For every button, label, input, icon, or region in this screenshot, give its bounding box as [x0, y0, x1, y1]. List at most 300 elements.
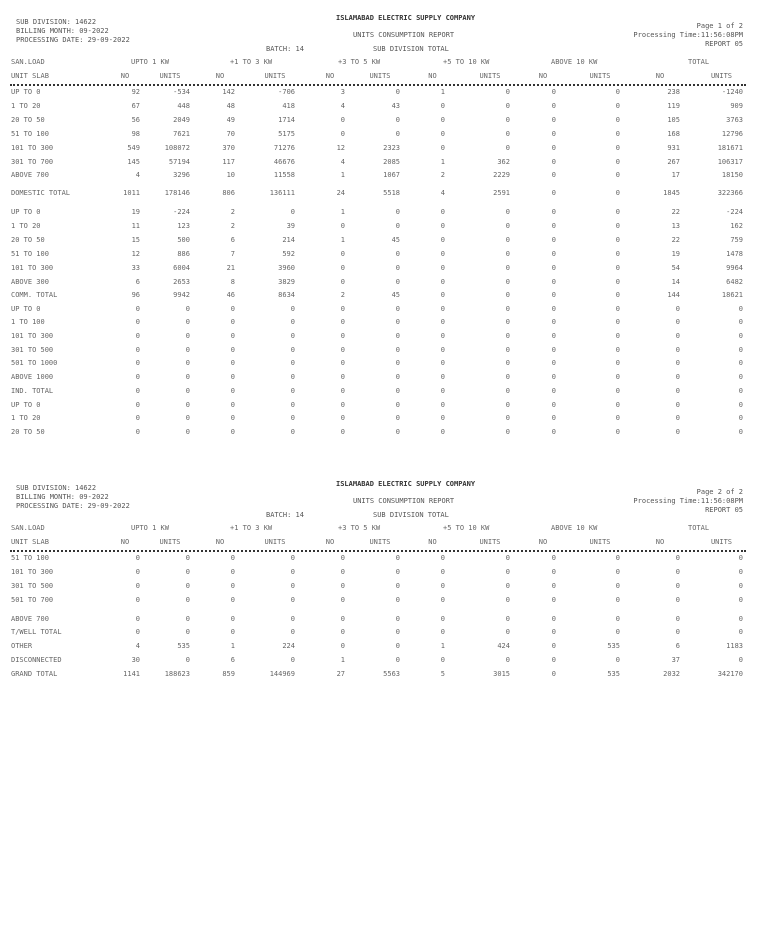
cell-3to5kw-units: 0 — [395, 222, 400, 230]
cell-1to3kw-no: 8 — [230, 278, 235, 286]
cell-total-units: 0 — [738, 401, 743, 409]
table-row — [0, 655, 768, 665]
cell-upto1kw-units: 0 — [185, 656, 190, 664]
cell-1to3kw-units: 214 — [282, 236, 295, 244]
cell-5to10kw-units: 424 — [497, 642, 510, 650]
row-label: 301 TO 500 — [11, 346, 54, 354]
cell-above10kw-units: 0 — [615, 373, 620, 381]
cell-upto1kw-no: 0 — [135, 568, 140, 576]
row-label: 20 TO 50 — [11, 428, 45, 436]
column-header-row — [0, 71, 768, 81]
table-row — [0, 553, 768, 563]
cell-3to5kw-units: 2085 — [383, 158, 400, 166]
processing-time: Processing Time:11:56:08PM — [633, 497, 743, 505]
cell-5to10kw-no: 0 — [440, 359, 445, 367]
row-label: 51 TO 100 — [11, 130, 49, 138]
cell-total-units: 3763 — [726, 116, 743, 124]
table-row — [0, 129, 768, 139]
cell-1to3kw-units: 0 — [290, 615, 295, 623]
cell-upto1kw-units: -224 — [173, 208, 190, 216]
cell-total-units: 0 — [738, 359, 743, 367]
cell-upto1kw-no: 0 — [135, 596, 140, 604]
sub-division-total-label: SUB DIVISION TOTAL — [373, 45, 449, 53]
report-page-2 — [0, 466, 768, 696]
cell-3to5kw-no: 0 — [340, 628, 345, 636]
processing-time: Processing Time:11:56:08PM — [633, 31, 743, 39]
cell-1to3kw-units: 0 — [290, 387, 295, 395]
cell-5to10kw-no: 0 — [440, 305, 445, 313]
cell-upto1kw-no: 0 — [135, 414, 140, 422]
cell-upto1kw-no: 0 — [135, 346, 140, 354]
cell-above10kw-units: 0 — [615, 656, 620, 664]
row-label: ABOVE 700 — [11, 171, 49, 179]
cell-1to3kw-no: 0 — [230, 628, 235, 636]
cell-5to10kw-units: 0 — [505, 318, 510, 326]
report-number: REPORT 05 — [705, 40, 743, 48]
cell-above10kw-no: 0 — [551, 222, 556, 230]
cell-3to5kw-units: 5518 — [383, 189, 400, 197]
row-label: 101 TO 300 — [11, 144, 54, 152]
table-row — [0, 372, 768, 382]
cell-upto1kw-no: 4 — [135, 642, 140, 650]
cell-total-units: 106317 — [717, 158, 743, 166]
cell-total-no: 0 — [675, 305, 680, 313]
row-label: T/WELL TOTAL — [11, 628, 62, 636]
group-header-5-to-10kw: +5 TO 10 KW — [443, 58, 490, 66]
group-header-row — [0, 523, 768, 533]
column-header-1to3kw-units: UNITS — [264, 538, 286, 546]
cell-3to5kw-units: 0 — [395, 428, 400, 436]
cell-5to10kw-no: 4 — [440, 189, 445, 197]
cell-3to5kw-units: 0 — [395, 387, 400, 395]
cell-5to10kw-units: 0 — [505, 332, 510, 340]
cell-above10kw-units: 0 — [615, 236, 620, 244]
cell-above10kw-units: 0 — [615, 250, 620, 258]
cell-total-no: 2032 — [663, 670, 680, 678]
cell-5to10kw-no: 0 — [440, 130, 445, 138]
cell-total-units: 0 — [738, 332, 743, 340]
cell-5to10kw-units: 0 — [505, 222, 510, 230]
cell-1to3kw-no: 46 — [226, 291, 235, 299]
cell-total-no: 0 — [675, 628, 680, 636]
cell-total-units: 18621 — [721, 291, 743, 299]
cell-above10kw-units: 0 — [615, 208, 620, 216]
cell-above10kw-no: 0 — [551, 670, 556, 678]
cell-upto1kw-units: -534 — [173, 88, 190, 96]
cell-upto1kw-units: 535 — [177, 642, 190, 650]
cell-3to5kw-units: 0 — [395, 596, 400, 604]
cell-upto1kw-units: 0 — [185, 387, 190, 395]
cell-above10kw-no: 0 — [551, 144, 556, 152]
cell-3to5kw-units: 0 — [395, 615, 400, 623]
cell-5to10kw-no: 0 — [440, 401, 445, 409]
cell-3to5kw-units: 0 — [395, 116, 400, 124]
cell-3to5kw-units: 0 — [395, 568, 400, 576]
group-header-above-10kw: ABOVE 10 KW — [551, 58, 598, 66]
cell-above10kw-units: 0 — [615, 88, 620, 96]
cell-3to5kw-no: 24 — [336, 189, 345, 197]
cell-3to5kw-units: 0 — [395, 656, 400, 664]
cell-5to10kw-units: 0 — [505, 130, 510, 138]
cell-3to5kw-units: 0 — [395, 264, 400, 272]
cell-3to5kw-no: 0 — [340, 568, 345, 576]
column-header-3to5kw-no: NO — [325, 538, 335, 546]
cell-upto1kw-no: 30 — [131, 656, 140, 664]
cell-3to5kw-units: 0 — [395, 628, 400, 636]
cell-total-units: 1478 — [726, 250, 743, 258]
cell-1to3kw-no: 0 — [230, 401, 235, 409]
cell-upto1kw-units: 123 — [177, 222, 190, 230]
cell-5to10kw-no: 0 — [440, 373, 445, 381]
cell-total-no: 0 — [675, 582, 680, 590]
cell-5to10kw-no: 5 — [440, 670, 445, 678]
cell-1to3kw-no: 0 — [230, 596, 235, 604]
cell-5to10kw-units: 0 — [505, 596, 510, 604]
cell-5to10kw-no: 0 — [440, 116, 445, 124]
cell-1to3kw-units: 3829 — [278, 278, 295, 286]
cell-5to10kw-no: 0 — [440, 628, 445, 636]
cell-upto1kw-no: 0 — [135, 428, 140, 436]
cell-5to10kw-units: 0 — [505, 250, 510, 258]
table-row — [0, 143, 768, 153]
cell-1to3kw-no: 0 — [230, 332, 235, 340]
cell-total-units: 0 — [738, 414, 743, 422]
cell-upto1kw-no: 0 — [135, 582, 140, 590]
cell-above10kw-units: 0 — [615, 401, 620, 409]
cell-1to3kw-no: 0 — [230, 615, 235, 623]
table-row — [0, 567, 768, 577]
cell-1to3kw-units: 8634 — [278, 291, 295, 299]
report-number: REPORT 05 — [705, 506, 743, 514]
batch-number: BATCH: 14 — [266, 511, 304, 519]
cell-above10kw-no: 0 — [551, 250, 556, 258]
cell-3to5kw-no: 0 — [340, 305, 345, 313]
cell-3to5kw-no: 27 — [336, 670, 345, 678]
cell-5to10kw-no: 0 — [440, 250, 445, 258]
cell-5to10kw-no: 0 — [440, 264, 445, 272]
group-header-5-to-10kw: +5 TO 10 KW — [443, 524, 490, 532]
cell-1to3kw-units: 592 — [282, 250, 295, 258]
cell-above10kw-units: 0 — [615, 596, 620, 604]
cell-3to5kw-no: 0 — [340, 554, 345, 562]
cell-3to5kw-no: 0 — [340, 332, 345, 340]
cell-above10kw-units: 0 — [615, 130, 620, 138]
cell-total-units: 0 — [738, 387, 743, 395]
cell-upto1kw-no: 0 — [135, 359, 140, 367]
cell-1to3kw-no: 117 — [222, 158, 235, 166]
cell-5to10kw-no: 0 — [440, 318, 445, 326]
cell-upto1kw-no: 67 — [131, 102, 140, 110]
table-row — [0, 115, 768, 125]
cell-above10kw-units: 0 — [615, 414, 620, 422]
cell-upto1kw-no: 6 — [135, 278, 140, 286]
cell-3to5kw-units: 1067 — [383, 171, 400, 179]
cell-5to10kw-units: 0 — [505, 144, 510, 152]
table-row — [0, 263, 768, 273]
table-row — [0, 304, 768, 314]
column-header-1to3kw-no: NO — [215, 72, 225, 80]
cell-above10kw-no: 0 — [551, 554, 556, 562]
cell-total-no: 14 — [671, 278, 680, 286]
cell-above10kw-no: 0 — [551, 373, 556, 381]
cell-above10kw-no: 0 — [551, 582, 556, 590]
cell-5to10kw-units: 0 — [505, 346, 510, 354]
cell-total-no: 0 — [675, 615, 680, 623]
cell-5to10kw-no: 0 — [440, 236, 445, 244]
table-row — [0, 669, 768, 679]
cell-total-no: 0 — [675, 346, 680, 354]
cell-5to10kw-units: 0 — [505, 359, 510, 367]
cell-3to5kw-units: 43 — [391, 102, 400, 110]
cell-upto1kw-no: 56 — [131, 116, 140, 124]
cell-total-units: 0 — [738, 428, 743, 436]
cell-5to10kw-units: 0 — [505, 278, 510, 286]
cell-3to5kw-no: 0 — [340, 318, 345, 326]
cell-above10kw-no: 0 — [551, 387, 556, 395]
group-header-1-to-3kw: +1 TO 3 KW — [230, 524, 273, 532]
table-row — [0, 427, 768, 437]
cell-5to10kw-units: 362 — [497, 158, 510, 166]
table-row — [0, 101, 768, 111]
cell-total-units: 1183 — [726, 642, 743, 650]
row-label: 1 TO 100 — [11, 318, 45, 326]
cell-upto1kw-no: 12 — [131, 250, 140, 258]
cell-5to10kw-no: 0 — [440, 222, 445, 230]
cell-5to10kw-no: 0 — [440, 615, 445, 623]
row-label: ABOVE 700 — [11, 615, 49, 623]
cell-1to3kw-units: 3960 — [278, 264, 295, 272]
column-header-upto1kw-units: UNITS — [159, 538, 181, 546]
cell-upto1kw-no: 33 — [131, 264, 140, 272]
cell-1to3kw-units: 0 — [290, 208, 295, 216]
column-header-above10kw-no: NO — [538, 72, 548, 80]
cell-3to5kw-no: 0 — [340, 116, 345, 124]
cell-3to5kw-no: 0 — [340, 596, 345, 604]
column-header-total-no: NO — [655, 72, 665, 80]
cell-1to3kw-units: 0 — [290, 656, 295, 664]
cell-total-units: -1240 — [721, 88, 743, 96]
cell-3to5kw-units: 0 — [395, 554, 400, 562]
cell-3to5kw-no: 0 — [340, 250, 345, 258]
cell-1to3kw-units: 0 — [290, 318, 295, 326]
group-header-label: SAN.LOAD — [11, 58, 45, 66]
cell-total-units: 0 — [738, 568, 743, 576]
group-header-3-to-5kw: +3 TO 5 KW — [338, 524, 381, 532]
row-label: DOMESTIC TOTAL — [11, 189, 71, 197]
cell-1to3kw-no: 70 — [226, 130, 235, 138]
cell-1to3kw-units: -706 — [278, 88, 295, 96]
cell-5to10kw-no: 0 — [440, 568, 445, 576]
cell-above10kw-no: 0 — [551, 189, 556, 197]
table-row — [0, 317, 768, 327]
cell-above10kw-no: 0 — [551, 236, 556, 244]
cell-3to5kw-no: 0 — [340, 359, 345, 367]
group-header-label: SAN.LOAD — [11, 524, 45, 532]
cell-1to3kw-no: 0 — [230, 359, 235, 367]
cell-above10kw-no: 0 — [551, 615, 556, 623]
group-header-upto-1kw: UPTO 1 KW — [131, 58, 169, 66]
cell-upto1kw-no: 0 — [135, 628, 140, 636]
cell-total-units: 0 — [738, 305, 743, 313]
cell-5to10kw-units: 0 — [505, 568, 510, 576]
column-header-row — [0, 537, 768, 547]
cell-1to3kw-units: 39 — [286, 222, 295, 230]
row-label: UP TO 0 — [11, 401, 41, 409]
cell-1to3kw-no: 0 — [230, 346, 235, 354]
cell-1to3kw-units: 224 — [282, 642, 295, 650]
group-header-total: TOTAL — [688, 524, 710, 532]
cell-total-no: 22 — [671, 236, 680, 244]
row-label: COMM. TOTAL — [11, 291, 58, 299]
cell-3to5kw-units: 0 — [395, 250, 400, 258]
row-label: 51 TO 100 — [11, 250, 49, 258]
cell-above10kw-units: 0 — [615, 158, 620, 166]
cell-3to5kw-no: 2 — [340, 291, 345, 299]
report-title: UNITS CONSUMPTION REPORT — [353, 31, 455, 39]
column-header-3to5kw-no: NO — [325, 72, 335, 80]
column-header-upto1kw-no: NO — [120, 72, 130, 80]
cell-above10kw-units: 0 — [615, 628, 620, 636]
cell-upto1kw-units: 2049 — [173, 116, 190, 124]
cell-total-units: 162 — [730, 222, 743, 230]
cell-total-no: 54 — [671, 264, 680, 272]
cell-upto1kw-units: 108072 — [164, 144, 190, 152]
cell-1to3kw-no: 10 — [226, 171, 235, 179]
cell-5to10kw-no: 0 — [440, 656, 445, 664]
cell-total-no: 37 — [671, 656, 680, 664]
cell-total-units: 0 — [738, 656, 743, 664]
cell-total-no: 0 — [675, 414, 680, 422]
cell-1to3kw-units: 0 — [290, 554, 295, 562]
cell-above10kw-units: 0 — [615, 278, 620, 286]
cell-above10kw-no: 0 — [551, 208, 556, 216]
cell-1to3kw-no: 0 — [230, 318, 235, 326]
cell-total-units: 759 — [730, 236, 743, 244]
table-row — [0, 581, 768, 591]
row-label: 301 TO 700 — [11, 158, 54, 166]
cell-3to5kw-units: 0 — [395, 359, 400, 367]
cell-upto1kw-no: 96 — [131, 291, 140, 299]
row-label: 20 TO 50 — [11, 236, 45, 244]
cell-5to10kw-units: 0 — [505, 628, 510, 636]
column-header-3to5kw-units: UNITS — [369, 72, 391, 80]
cell-1to3kw-units: 418 — [282, 102, 295, 110]
company-name: ISLAMABAD ELECTRIC SUPPLY COMPANY — [336, 14, 476, 22]
cell-1to3kw-no: 0 — [230, 414, 235, 422]
cell-upto1kw-units: 57194 — [168, 158, 190, 166]
column-header-1to3kw-units: UNITS — [264, 72, 286, 80]
cell-upto1kw-no: 15 — [131, 236, 140, 244]
sub-division: SUB DIVISION: 14622 — [16, 18, 97, 26]
row-label: 101 TO 300 — [11, 332, 54, 340]
column-header-3to5kw-units: UNITS — [369, 538, 391, 546]
cell-total-no: 119 — [667, 102, 680, 110]
table-row — [0, 290, 768, 300]
cell-upto1kw-no: 0 — [135, 615, 140, 623]
cell-above10kw-no: 0 — [551, 656, 556, 664]
cell-upto1kw-no: 0 — [135, 373, 140, 381]
cell-5to10kw-no: 0 — [440, 291, 445, 299]
cell-3to5kw-units: 0 — [395, 130, 400, 138]
cell-upto1kw-units: 0 — [185, 628, 190, 636]
cell-5to10kw-no: 2 — [440, 171, 445, 179]
cell-total-no: 238 — [667, 88, 680, 96]
cell-3to5kw-units: 5563 — [383, 670, 400, 678]
cell-upto1kw-units: 3296 — [173, 171, 190, 179]
group-header-total: TOTAL — [688, 58, 710, 66]
cell-total-units: 0 — [738, 318, 743, 326]
cell-upto1kw-units: 0 — [185, 414, 190, 422]
cell-3to5kw-units: 45 — [391, 291, 400, 299]
cell-total-no: 19 — [671, 250, 680, 258]
cell-3to5kw-units: 0 — [395, 278, 400, 286]
table-row — [0, 331, 768, 341]
table-row — [0, 221, 768, 231]
cell-upto1kw-no: 145 — [127, 158, 140, 166]
cell-3to5kw-no: 0 — [340, 278, 345, 286]
cell-3to5kw-no: 4 — [340, 102, 345, 110]
sub-division-total-label: SUB DIVISION TOTAL — [373, 511, 449, 519]
cell-5to10kw-units: 3015 — [493, 670, 510, 678]
cell-5to10kw-no: 0 — [440, 414, 445, 422]
table-row — [0, 345, 768, 355]
cell-1to3kw-units: 0 — [290, 428, 295, 436]
cell-5to10kw-no: 0 — [440, 346, 445, 354]
cell-1to3kw-units: 0 — [290, 401, 295, 409]
cell-1to3kw-no: 49 — [226, 116, 235, 124]
group-header-3-to-5kw: +3 TO 5 KW — [338, 58, 381, 66]
billing-month: BILLING MONTH: 09-2022 — [16, 27, 109, 35]
cell-upto1kw-units: 178146 — [164, 189, 190, 197]
column-header-5to10kw-units: UNITS — [479, 538, 501, 546]
cell-1to3kw-no: 2 — [230, 222, 235, 230]
cell-1to3kw-no: 859 — [222, 670, 235, 678]
cell-5to10kw-units: 0 — [505, 305, 510, 313]
cell-above10kw-units: 0 — [615, 305, 620, 313]
cell-total-no: 0 — [675, 596, 680, 604]
cell-upto1kw-no: 1141 — [123, 670, 140, 678]
cell-1to3kw-no: 6 — [230, 236, 235, 244]
table-row — [0, 235, 768, 245]
cell-5to10kw-units: 0 — [505, 264, 510, 272]
cell-3to5kw-no: 3 — [340, 88, 345, 96]
cell-3to5kw-units: 0 — [395, 642, 400, 650]
cell-above10kw-no: 0 — [551, 171, 556, 179]
cell-above10kw-no: 0 — [551, 596, 556, 604]
cell-5to10kw-units: 0 — [505, 554, 510, 562]
cell-3to5kw-no: 0 — [340, 401, 345, 409]
cell-above10kw-no: 0 — [551, 428, 556, 436]
cell-above10kw-no: 0 — [551, 568, 556, 576]
cell-5to10kw-units: 0 — [505, 414, 510, 422]
cell-total-units: 342170 — [717, 670, 743, 678]
cell-upto1kw-units: 0 — [185, 346, 190, 354]
cell-3to5kw-no: 0 — [340, 428, 345, 436]
cell-above10kw-no: 0 — [551, 116, 556, 124]
cell-total-units: 322366 — [717, 189, 743, 197]
column-header-above10kw-no: NO — [538, 538, 548, 546]
cell-upto1kw-no: 0 — [135, 318, 140, 326]
cell-3to5kw-no: 4 — [340, 158, 345, 166]
cell-3to5kw-no: 0 — [340, 642, 345, 650]
table-row — [0, 157, 768, 167]
table-row — [0, 188, 768, 198]
cell-above10kw-units: 0 — [615, 171, 620, 179]
cell-upto1kw-units: 0 — [185, 359, 190, 367]
cell-above10kw-no: 0 — [551, 278, 556, 286]
cell-total-no: 267 — [667, 158, 680, 166]
cell-upto1kw-units: 188623 — [164, 670, 190, 678]
